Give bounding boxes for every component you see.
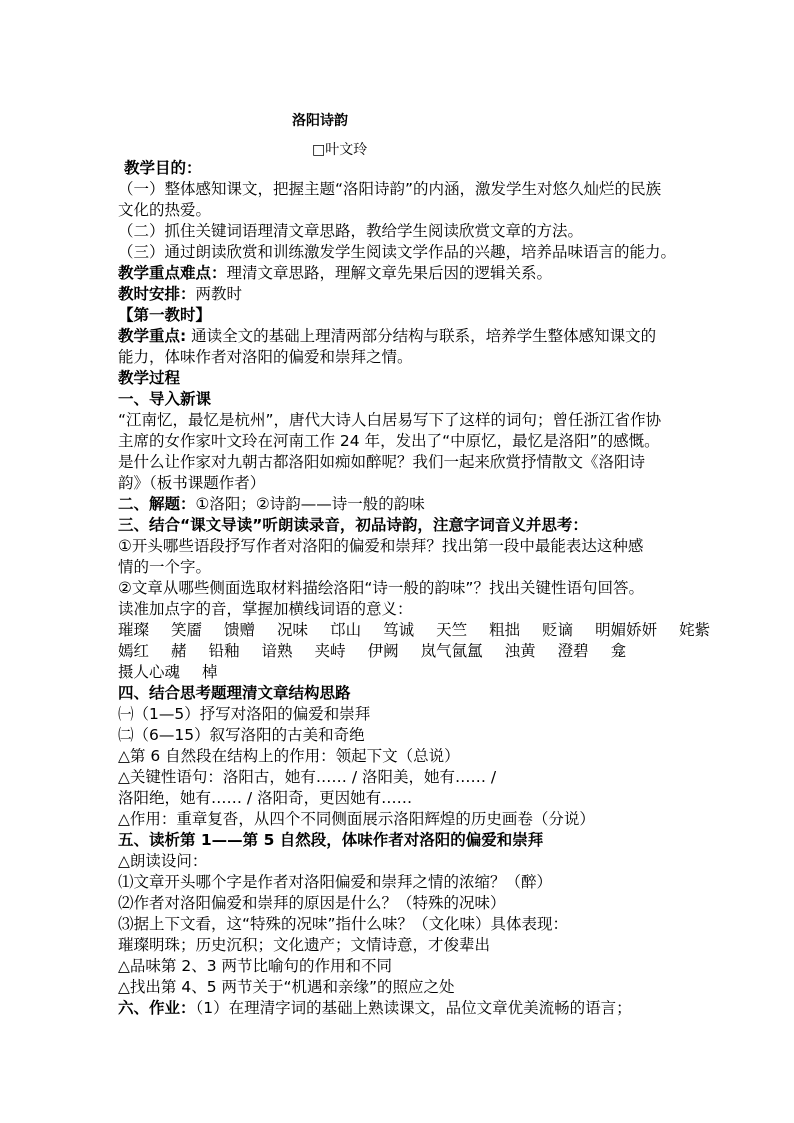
vocab-word: 明媚娇妍	[595, 621, 658, 639]
vocab-word: 嫣红	[118, 642, 150, 660]
vocab-word: 夹峙	[314, 642, 346, 660]
line-lead: 六、作业：	[118, 999, 196, 1017]
document-title: 洛阳诗韵	[292, 113, 348, 129]
text-line: ⑵作者对洛阳偏爱和崇拜的原因是什么？（特殊的况味）	[118, 894, 506, 912]
text-line: 璀璨明珠；历史沉积；文化遗产；文情诗意，才俊辈出	[118, 936, 491, 954]
vocab-word: 浊黄	[504, 642, 536, 660]
vocab-word: 璀璨	[118, 621, 150, 639]
vocab-word: 姹紫	[679, 621, 711, 639]
vocab-word: 龛	[610, 642, 627, 660]
text-line: 文化的热爱。	[118, 201, 212, 219]
text-line: 读准加点字的音，掌握加横线词语的意义：	[118, 600, 413, 618]
vocab-word: 天竺	[436, 621, 468, 639]
text-line	[118, 263, 678, 284]
vocab-word: 粗拙	[489, 621, 521, 639]
text-line: ⑶据上下文看，这“特殊的况味”指什么味？（文化味）具体表现：	[118, 915, 569, 933]
text-line: △第 6 自然段在结构上的作用：领起下文（总说）	[118, 747, 460, 765]
text-line: （三）通过朗读欣赏和训练激发学生阅读文学作品的兴趣，培养品味语言的能力。	[118, 243, 677, 261]
vocab-word: 伊阙	[367, 642, 399, 660]
text-line: 五、读析第 1——第 5 自然段，体味作者对洛阳的偏爱和崇拜	[118, 831, 544, 849]
line-lead: 教时安排：	[118, 285, 196, 303]
text-line: ①开头哪些语段抒写作者对洛阳的偏爱和崇拜？找出第一段中最能表达这种感	[118, 537, 644, 555]
vocab-word: 况味	[277, 621, 309, 639]
line-lead: 教学重点难点：	[118, 264, 227, 282]
text-line: 能力，体味作者对洛阳的偏爱和崇拜之情。	[118, 348, 413, 366]
text-line: （一）整体感知课文，把握主题“洛阳诗韵”的内涵，激发学生对悠久灿烂的民族	[118, 180, 662, 198]
text-line: 四、结合思考题理清文章结构思路	[118, 684, 351, 702]
text-line: 韵》（板书课题作者）	[118, 474, 266, 492]
text-line	[118, 998, 678, 1019]
vocab-word: 摄人心魂	[118, 663, 181, 681]
text-line	[118, 494, 678, 515]
document-author: □叶文玲	[312, 142, 368, 158]
vocab-word: 笃诚	[383, 621, 415, 639]
text-line: 洛阳绝，她有…… / 洛阳奇，更因她有……	[118, 789, 413, 807]
line-rest: 理清文章思路，理解文章先果后因的逻辑关系。	[226, 264, 553, 282]
text-line: △朗读设问：	[118, 852, 208, 870]
text-line: 一、导入新课	[118, 390, 212, 408]
vocab-word: 邙山	[330, 621, 362, 639]
text-line: ⑴文章开头哪个字是作者对洛阳偏爱和崇拜之情的浓缩？（醉）	[118, 873, 553, 891]
line-rest: 两教时	[195, 285, 243, 303]
text-line: 是什么让作家对九朝古都洛阳如痴如醉呢？我们一起来欣赏抒情散文《洛阳诗	[118, 453, 646, 471]
vocab-word: 棹	[202, 663, 218, 681]
text-line: （二）抓住关键词语理清文章思路，教给学生阅读欣赏文章的方法。	[118, 222, 584, 240]
text-line: △品味第 2、3 两节比喻句的作用和不同	[118, 957, 392, 975]
text-line: 主席的女作家叶文玲在河南工作 24 年，发出了“中原忆，最忆是洛阳”的感慨。	[118, 432, 660, 450]
line-rest: ①洛阳；②诗韵——诗一般的韵味	[195, 495, 425, 513]
text-line: △作用：重章复沓，从四个不同侧面展示洛阳辉煌的历史画卷（分说）	[118, 810, 595, 828]
vocab-row	[118, 662, 678, 683]
text-line: 三、结合“课文导读”听朗读录音，初品诗韵，注意字词音义并思考：	[118, 516, 588, 534]
line-rest: （1）在理清字词的基础上熟读课文，品位文章优美流畅的语言；	[195, 999, 632, 1017]
vocab-word: 笑靥	[171, 621, 203, 639]
line-rest: 通读全文的基础上理清两部分结构与联系，培养学生整体感知课文的	[186, 327, 657, 345]
vocab-word: 贬谪	[542, 621, 574, 639]
document-body	[118, 158, 711, 1019]
text-line: 【第一教时】	[118, 306, 212, 324]
vocab-word: 赭	[171, 642, 187, 660]
vocab-word: 馈赠	[224, 621, 256, 639]
text-line: △找出第 4、5 两节关于“机遇和亲缘”的照应之处	[118, 978, 455, 996]
vocab-word: 谙熟	[261, 642, 293, 660]
vocab-word: 岚气氤氲	[420, 642, 483, 660]
vocab-row	[118, 641, 678, 662]
vocab-word: 铅釉	[208, 642, 240, 660]
text-line: △关键性语句：洛阳古，她有…… / 洛阳美，她有…… /	[118, 768, 497, 786]
vocab-row	[118, 620, 711, 641]
text-line	[118, 284, 678, 305]
text-line: 情的一个字。	[118, 558, 212, 576]
text-line: 教学目的：	[124, 159, 202, 177]
line-lead: 二、解题：	[118, 495, 196, 513]
text-line: ㈡（6—15）叙写洛阳的古美和奇绝	[118, 726, 365, 744]
text-line: “江南忆，最忆是杭州”，唐代大诗人白居易写下了这样的词句；曾任浙江省作协	[118, 411, 662, 429]
text-line: ㈠（1—5）抒写对洛阳的偏爱和崇拜	[118, 705, 371, 723]
text-line	[118, 326, 678, 347]
vocab-word: 澄碧	[557, 642, 589, 660]
line-lead: 教学重点:	[118, 327, 187, 345]
text-line: 教学过程	[118, 369, 181, 387]
text-line: ②文章从哪些侧面选取材料描绘洛阳“诗一般的韵味”？找出关键性语句回答。	[118, 579, 644, 597]
